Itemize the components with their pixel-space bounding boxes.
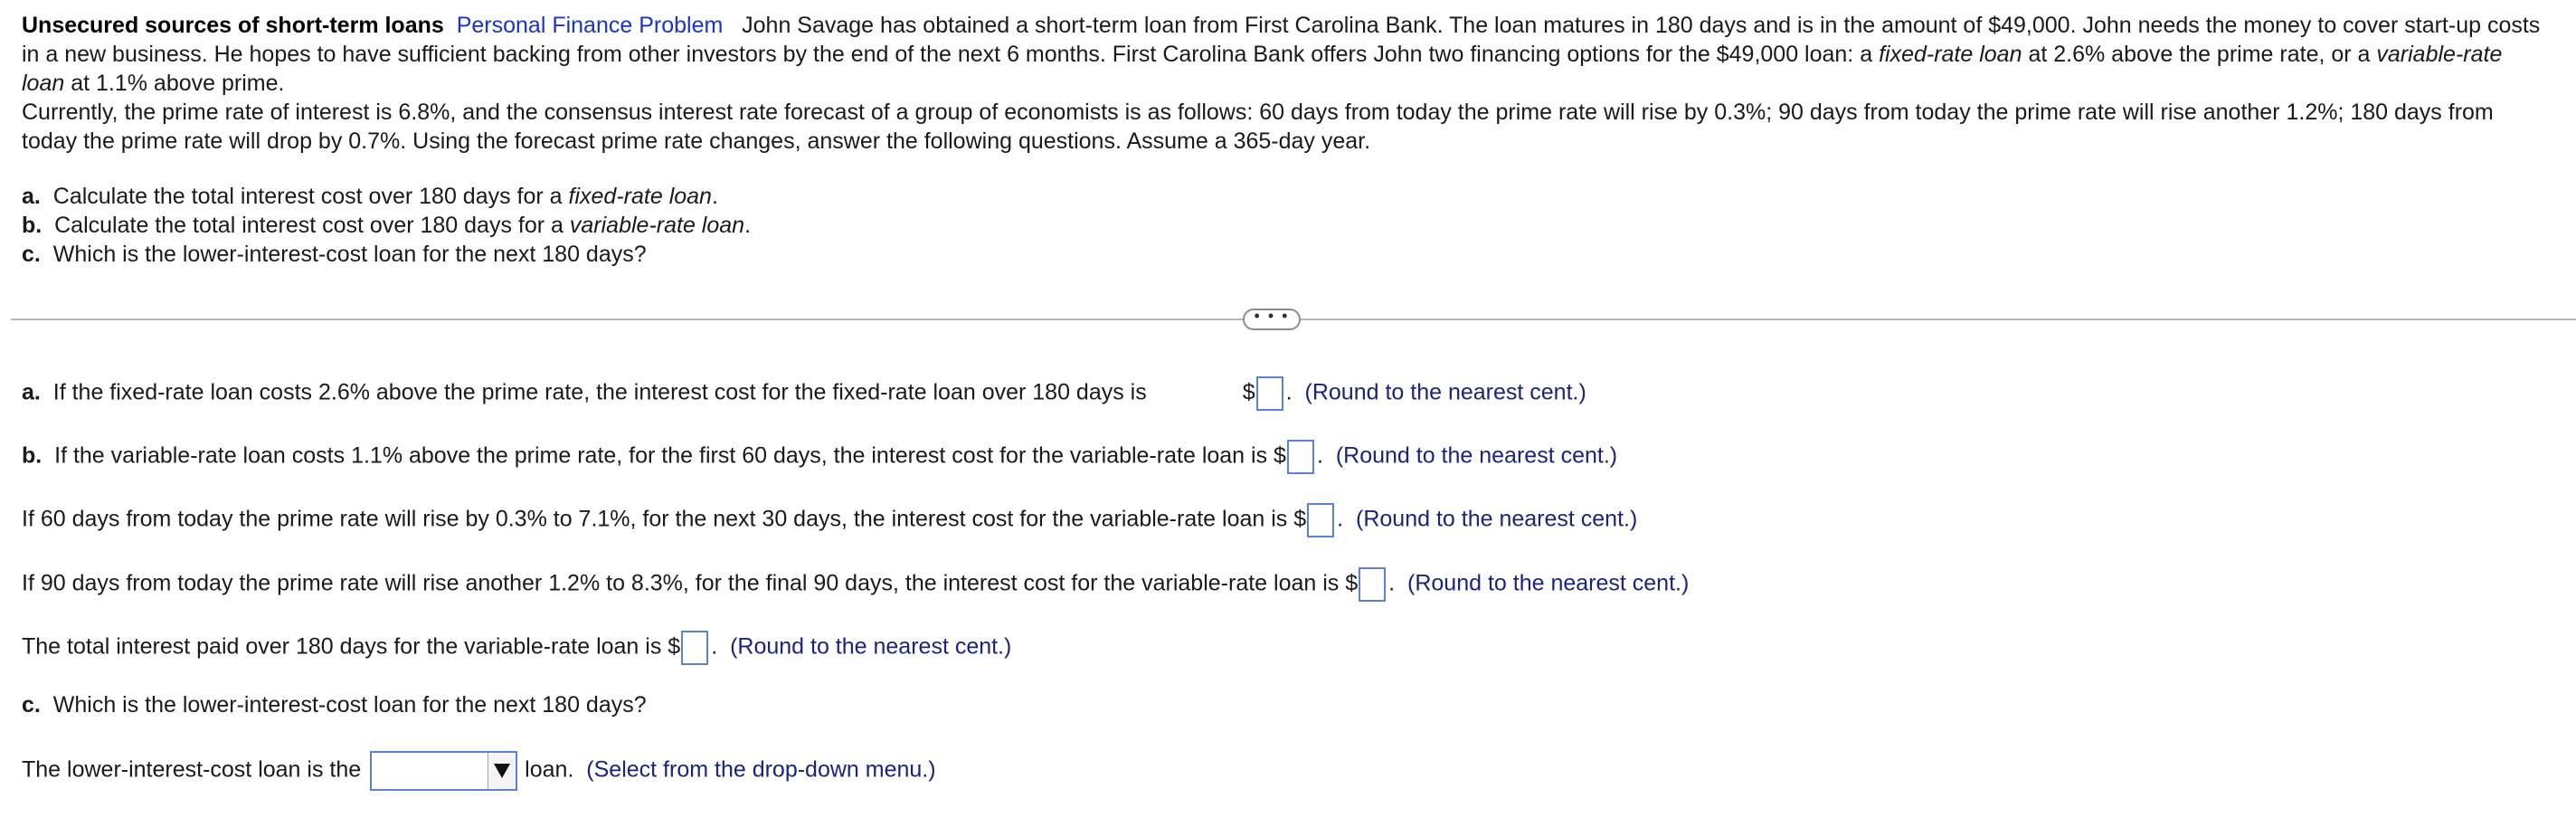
question-italic: variable-rate loan [569, 213, 745, 238]
question-letter: a. [22, 184, 41, 209]
dollar-sign: $ [1274, 442, 1286, 469]
dollar-sign: $ [1345, 570, 1359, 596]
expand-more-button[interactable]: • • • [1243, 309, 1301, 330]
period: . [1316, 442, 1323, 469]
problem-title: Unsecured sources of short-term loans [22, 13, 444, 38]
answer-row-total [22, 631, 1011, 665]
dropdown-arrow[interactable] [488, 753, 516, 789]
first-60-days-interest-input[interactable] [1287, 440, 1314, 474]
question-letter: b. [22, 213, 43, 238]
question-italic: fixed-rate loan [568, 184, 712, 209]
answer-letter: a. [22, 379, 41, 405]
answer-b2-text: If 60 days from today the prime rate will rise by 0.3% to 7.1%, for the next 30 days, the interest cost for the variable-rate loan is [22, 506, 1288, 532]
round-hint: (Round to the nearest cent.) [730, 633, 1012, 660]
answer-b1-text: If the variable-rate loan costs 1.1% above the prime rate, for the first 60 days, the interest cost for the variable-rate loan is [54, 442, 1268, 469]
period: . [1337, 506, 1344, 532]
question-end: . [711, 184, 718, 209]
answer-c-text: Which is the lower-interest-cost loan for the next 180 days? [52, 692, 647, 718]
next-30-days-interest-input[interactable] [1307, 503, 1334, 537]
period: . [1285, 379, 1293, 405]
answer-letter: c. [22, 692, 41, 718]
answer-row-b2 [22, 503, 1637, 537]
variable-rate-term: variable-rate loan [22, 42, 2503, 96]
answer-total-text: The total interest paid over 180 days for the variable-rate loan is [22, 633, 662, 660]
question-a [22, 182, 2545, 211]
problem-text-3: at 1.1% above prime. [64, 71, 285, 96]
final-90-days-interest-input[interactable] [1359, 567, 1386, 602]
problem-category: Personal Finance Problem [456, 13, 724, 38]
answer-row-a [22, 376, 1586, 411]
fixed-rate-interest-input[interactable] [1256, 376, 1283, 411]
question-list [22, 182, 2545, 269]
answer-letter: b. [22, 442, 43, 469]
question-c [22, 240, 2545, 269]
round-hint: (Round to the nearest cent.) [1335, 442, 1618, 469]
problem-paragraph-1 [22, 11, 2545, 98]
dollar-sign: $ [668, 633, 681, 660]
answer-row-lower [22, 751, 936, 791]
round-hint: (Round to the nearest cent.) [1304, 379, 1586, 405]
answer-b3-text: If 90 days from today the prime rate will rise another 1.2% to 8.3%, for the final 90 days, the interest cost for the variable-rate loan is [22, 570, 1340, 596]
problem-text-2: at 2.6% above the prime rate, or a [2022, 42, 2377, 67]
answer-row-b1 [22, 440, 1617, 474]
question-text: Calculate the total interest cost over 180 days for a [54, 213, 570, 238]
total-variable-interest-input[interactable] [681, 631, 708, 665]
question-text: Calculate the total interest cost over 180 days for a [52, 184, 569, 209]
fixed-rate-term: fixed-rate loan [1879, 42, 2022, 67]
lower-cost-loan-dropdown[interactable] [370, 751, 517, 791]
answer-row-c [22, 690, 647, 719]
problem-statement [22, 11, 2545, 269]
problem-text-1: John Savage has obtained a short-term loan from First Carolina Bank. The loan matures in 180 days and is in the amount of $49,000. John needs the money to cover start-up costs in a new business. He hopes to have sufficient backing from other investors by the end of the next 6 months. First Carolina Bank offers John two financing options for the $49,000 loan: a [22, 13, 2541, 67]
problem-paragraph-2: Currently, the prime rate of interest is 6.8%, and the consensus interest rate forecast of a group of economists is as follows: 60 days from today the prime rate will rise by 0.3%; 90 days from today the prime rate will rise another 1.2%; 180 days from today the prime rate will drop by 0.7%. Using the forecast prime rate changes, answer the following questions. Assume a 365-day year. [22, 100, 2494, 154]
question-letter: c. [22, 242, 41, 267]
lower-loan-prefix: The lower-interest-cost loan is the [22, 756, 362, 783]
answer-a-text: If the fixed-rate loan costs 2.6% above the prime rate, the interest cost for the fixed-rate loan over 180 days is [52, 379, 1147, 405]
dollar-sign: $ [1242, 379, 1255, 405]
select-hint: (Select from the drop-down menu.) [586, 756, 936, 783]
answer-row-b3 [22, 567, 1689, 602]
question-end: . [744, 213, 752, 238]
triangle-down-icon [494, 764, 510, 778]
question-text: Which is the lower-interest-cost loan for the next 180 days? [52, 242, 647, 267]
dollar-sign: $ [1293, 506, 1307, 532]
round-hint: (Round to the nearest cent.) [1356, 506, 1638, 532]
question-b [22, 211, 2545, 240]
lower-loan-suffix: loan. [525, 756, 574, 783]
round-hint: (Round to the nearest cent.) [1407, 570, 1690, 596]
period: . [1388, 570, 1396, 596]
period: . [711, 633, 718, 660]
